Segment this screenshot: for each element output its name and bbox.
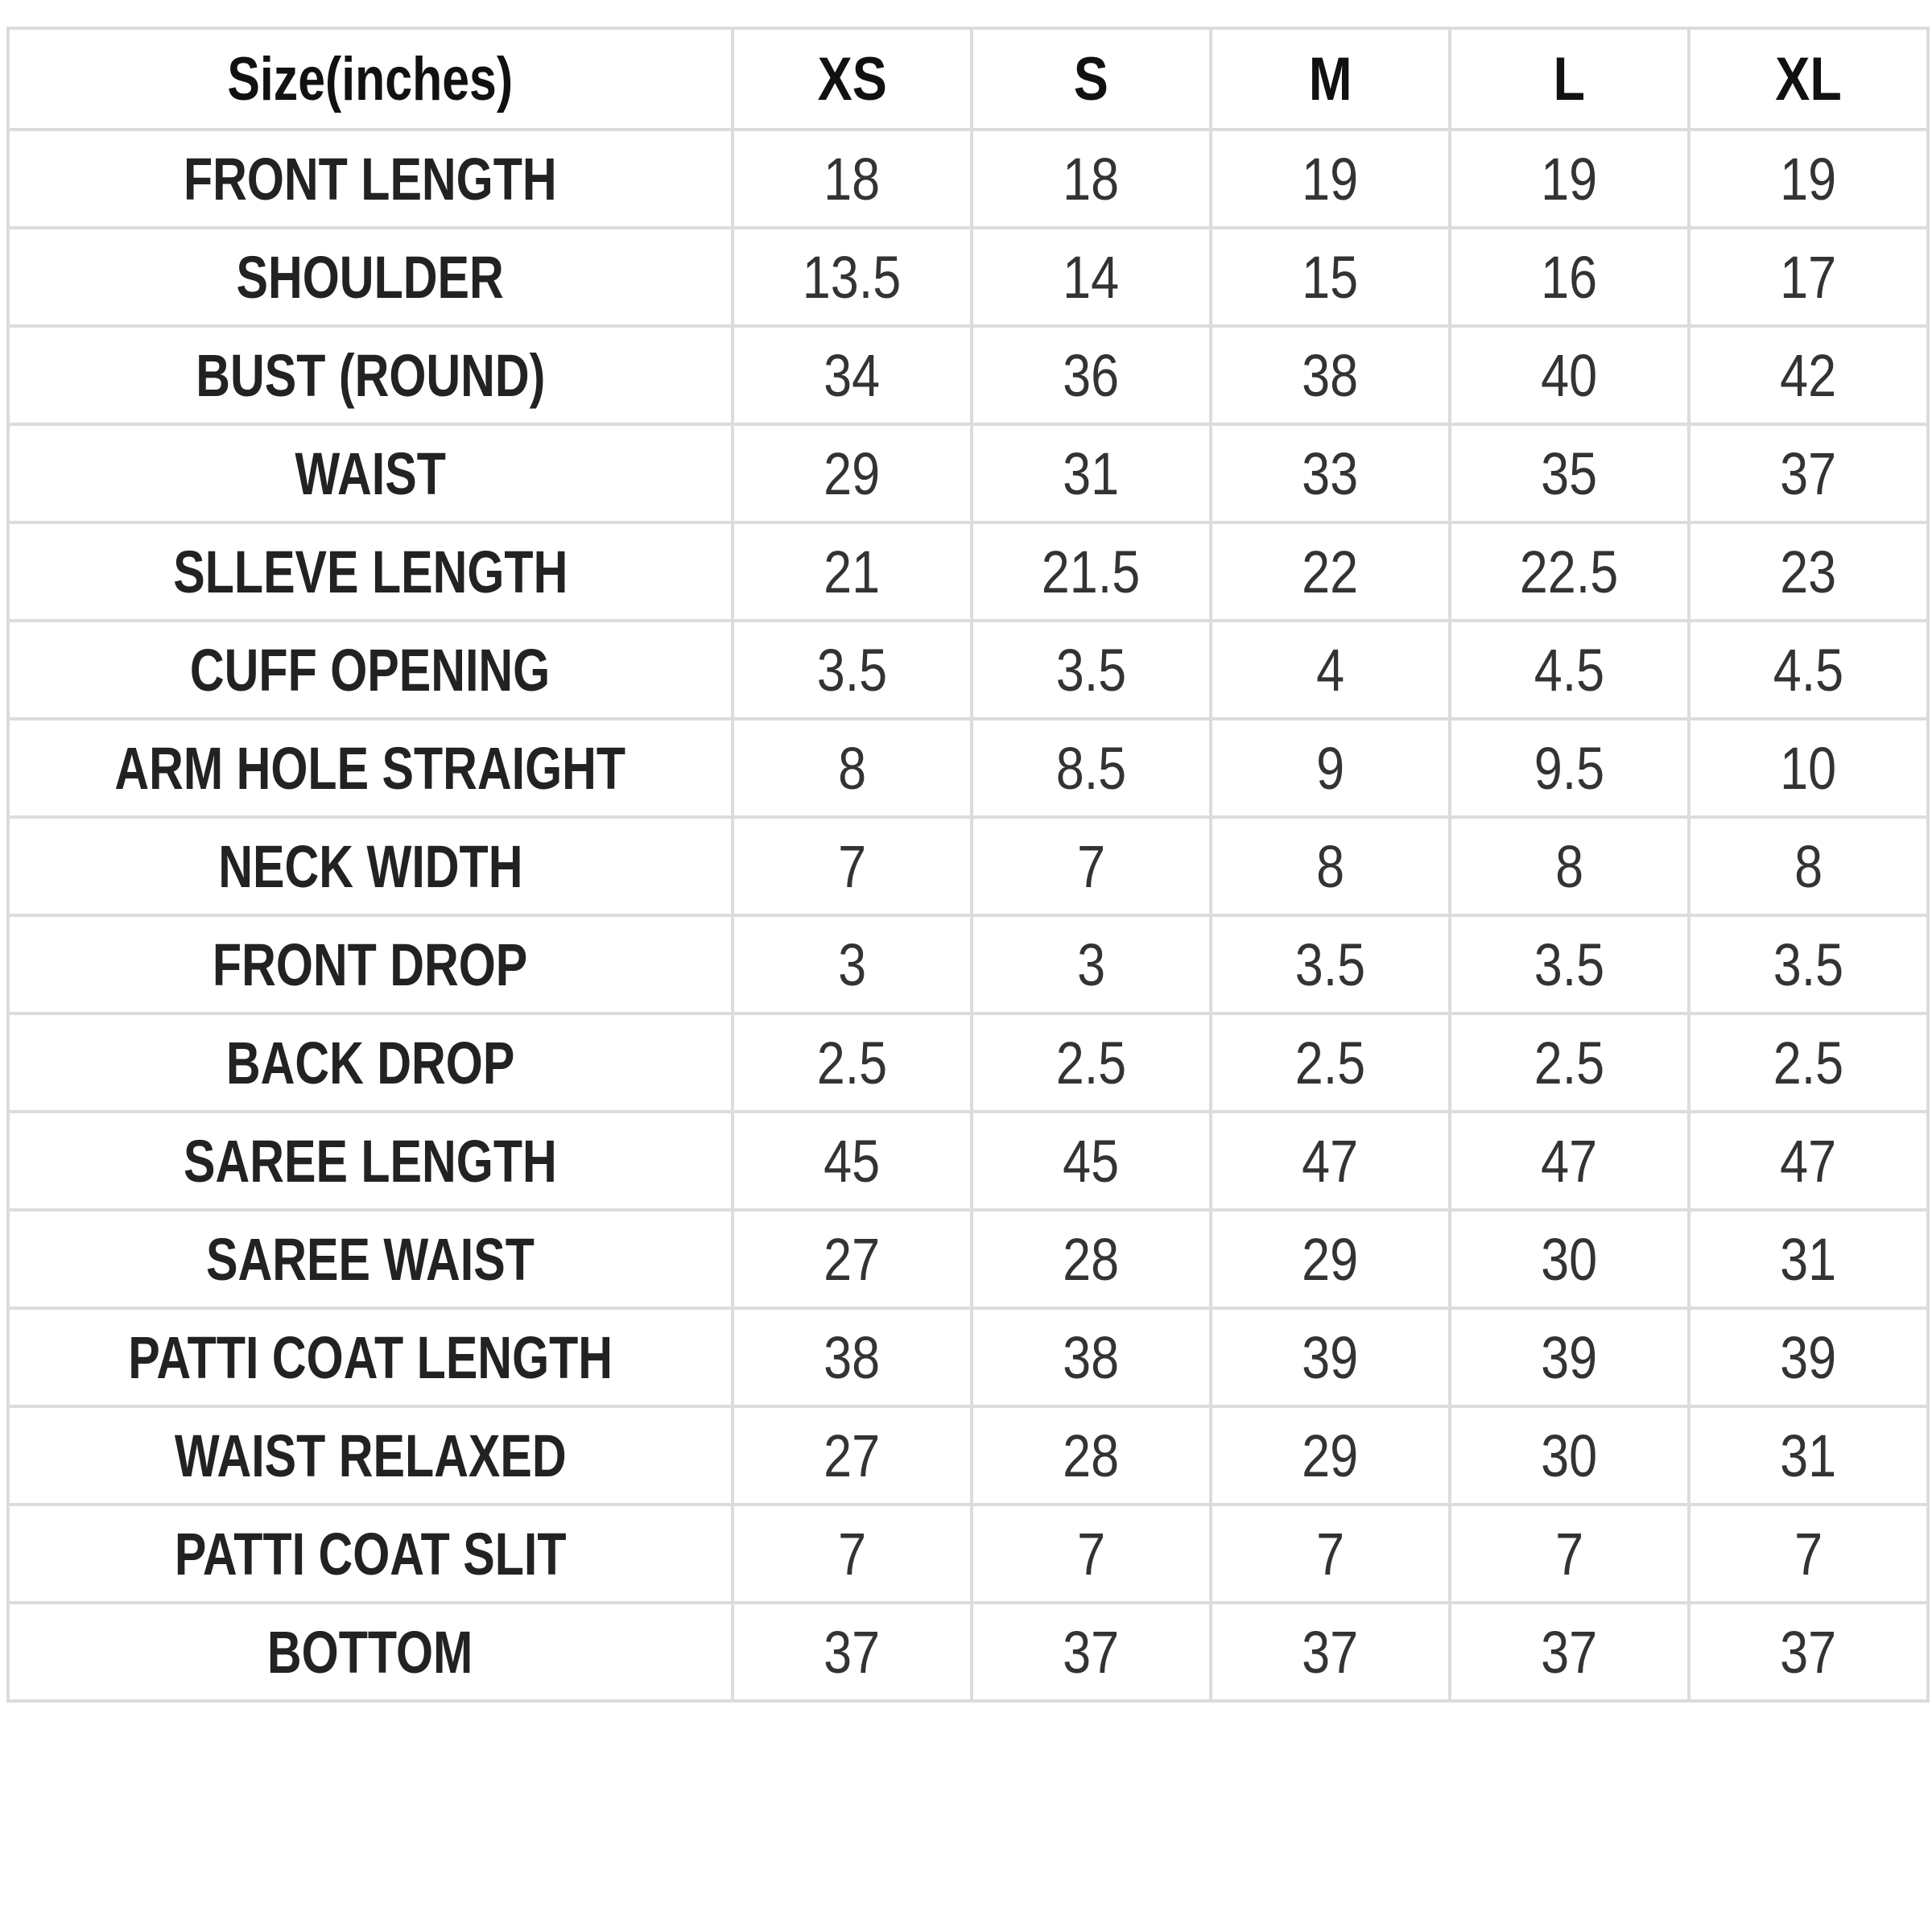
table-row	[8, 1210, 1928, 1308]
value-cell	[972, 1308, 1211, 1406]
value-cell	[1211, 1603, 1450, 1701]
value-cell	[733, 817, 972, 915]
cell-value: 2.5	[1294, 1029, 1366, 1096]
row-label-cell	[8, 1210, 733, 1308]
cell-value: 30	[1541, 1225, 1598, 1293]
row-label-cell	[8, 621, 733, 719]
value-cell	[1211, 326, 1450, 424]
cell-value: 27	[824, 1422, 881, 1489]
table-row	[8, 719, 1928, 817]
cell-value: 37	[1541, 1618, 1598, 1686]
row-label: FRONT DROP	[213, 931, 528, 998]
cell-value: 19	[1541, 145, 1598, 213]
unit-header-label: Size(inches)	[227, 44, 514, 114]
value-cell	[1689, 915, 1928, 1013]
row-label-cell	[8, 228, 733, 326]
cell-value: 3.5	[1534, 931, 1605, 998]
value-cell	[1689, 1112, 1928, 1210]
value-cell	[972, 1505, 1211, 1603]
value-cell	[1450, 1406, 1689, 1505]
row-label-cell	[8, 719, 733, 817]
value-cell	[1689, 424, 1928, 522]
value-cell	[733, 228, 972, 326]
value-cell	[1211, 1210, 1450, 1308]
table-row	[8, 1013, 1928, 1112]
value-cell	[1689, 1210, 1928, 1308]
cell-value: 10	[1780, 734, 1837, 802]
row-label-cell	[8, 424, 733, 522]
value-cell	[1689, 1505, 1928, 1603]
cell-value: 37	[1780, 440, 1837, 507]
value-cell	[972, 522, 1211, 621]
value-cell	[972, 621, 1211, 719]
table-row	[8, 1112, 1928, 1210]
value-cell	[1211, 621, 1450, 719]
value-cell	[1689, 130, 1928, 228]
value-cell	[1450, 326, 1689, 424]
size-chart	[6, 27, 1930, 1703]
value-cell	[733, 1308, 972, 1406]
row-label-cell	[8, 1308, 733, 1406]
value-cell	[1689, 817, 1928, 915]
table-row	[8, 1308, 1928, 1406]
cell-value: 8	[838, 734, 866, 802]
value-cell	[1211, 1112, 1450, 1210]
value-cell	[972, 424, 1211, 522]
cell-value: 40	[1541, 341, 1598, 409]
size-col-header-label: S	[1073, 44, 1109, 114]
cell-value: 2.5	[1534, 1029, 1605, 1096]
row-label: SAREE WAIST	[206, 1225, 535, 1293]
value-cell	[733, 1505, 972, 1603]
row-label-cell	[8, 130, 733, 228]
cell-value: 8	[1316, 832, 1344, 900]
size-col-header-l	[1450, 28, 1689, 130]
value-cell	[1211, 130, 1450, 228]
value-cell	[972, 1603, 1211, 1701]
table-row	[8, 130, 1928, 228]
cell-value: 7	[1555, 1520, 1583, 1587]
size-col-header-label: XL	[1775, 44, 1842, 114]
row-label: PATTI COAT LENGTH	[128, 1323, 613, 1391]
value-cell	[1689, 228, 1928, 326]
table-row	[8, 621, 1928, 719]
cell-value: 15	[1302, 243, 1359, 311]
value-cell	[1450, 1112, 1689, 1210]
value-cell	[1211, 1406, 1450, 1505]
value-cell	[1211, 915, 1450, 1013]
row-label: WAIST	[295, 440, 446, 507]
value-cell	[972, 1406, 1211, 1505]
value-cell	[1211, 228, 1450, 326]
value-cell	[1450, 915, 1689, 1013]
value-cell	[1211, 522, 1450, 621]
row-label: SAREE LENGTH	[184, 1127, 557, 1195]
value-cell	[1211, 1505, 1450, 1603]
cell-value: 22.5	[1520, 538, 1619, 605]
row-label: NECK WIDTH	[217, 832, 523, 900]
value-cell	[733, 915, 972, 1013]
table-row	[8, 424, 1928, 522]
cell-value: 7	[838, 1520, 866, 1587]
cell-value: 7	[1794, 1520, 1823, 1587]
cell-value: 37	[1780, 1618, 1837, 1686]
size-col-header-s	[972, 28, 1211, 130]
table-row	[8, 228, 1928, 326]
row-label: BOTTOM	[267, 1618, 473, 1686]
cell-value: 22	[1302, 538, 1359, 605]
cell-value: 29	[824, 440, 881, 507]
value-cell	[1689, 1406, 1928, 1505]
row-label: ARM HOLE STRAIGHT	[114, 734, 626, 802]
cell-value: 7	[838, 832, 866, 900]
cell-value: 21	[824, 538, 881, 605]
value-cell	[1689, 1308, 1928, 1406]
row-label-cell	[8, 1505, 733, 1603]
cell-value: 31	[1063, 440, 1120, 507]
cell-value: 8	[1555, 832, 1583, 900]
value-cell	[1450, 228, 1689, 326]
cell-value: 47	[1541, 1127, 1598, 1195]
cell-value: 39	[1541, 1323, 1598, 1391]
value-cell	[1450, 522, 1689, 621]
value-cell	[1450, 1013, 1689, 1112]
cell-value: 18	[824, 145, 881, 213]
value-cell	[1450, 1308, 1689, 1406]
cell-value: 19	[1780, 145, 1837, 213]
size-col-header-xl	[1689, 28, 1928, 130]
cell-value: 17	[1780, 243, 1837, 311]
cell-value: 2.5	[1773, 1029, 1844, 1096]
value-cell	[1211, 1308, 1450, 1406]
cell-value: 14	[1063, 243, 1120, 311]
cell-value: 18	[1063, 145, 1120, 213]
cell-value: 4.5	[1534, 636, 1605, 704]
cell-value: 47	[1780, 1127, 1837, 1195]
value-cell	[733, 621, 972, 719]
value-cell	[1689, 719, 1928, 817]
value-cell	[1211, 424, 1450, 522]
value-cell	[1450, 424, 1689, 522]
cell-value: 3.5	[1055, 636, 1127, 704]
size-col-header-xs	[733, 28, 972, 130]
size-col-header-label: M	[1308, 44, 1352, 114]
value-cell	[972, 817, 1211, 915]
value-cell	[733, 424, 972, 522]
cell-value: 3.5	[1294, 931, 1366, 998]
value-cell	[1450, 1505, 1689, 1603]
value-cell	[1450, 621, 1689, 719]
row-label-cell	[8, 1406, 733, 1505]
cell-value: 42	[1780, 341, 1837, 409]
cell-value: 3	[838, 931, 866, 998]
row-label-cell	[8, 915, 733, 1013]
size-col-header-label: L	[1553, 44, 1586, 114]
cell-value: 34	[824, 341, 881, 409]
header-row	[8, 28, 1928, 130]
row-label-cell	[8, 326, 733, 424]
cell-value: 38	[1063, 1323, 1120, 1391]
cell-value: 35	[1541, 440, 1598, 507]
row-label-cell	[8, 1603, 733, 1701]
cell-value: 28	[1063, 1225, 1120, 1293]
cell-value: 3	[1077, 931, 1105, 998]
value-cell	[1450, 719, 1689, 817]
size-col-header-label: XS	[817, 44, 887, 114]
value-cell	[1211, 719, 1450, 817]
cell-value: 7	[1077, 832, 1105, 900]
value-cell	[733, 1210, 972, 1308]
value-cell	[972, 326, 1211, 424]
value-cell	[1689, 621, 1928, 719]
cell-value: 7	[1316, 1520, 1344, 1587]
cell-value: 21.5	[1042, 538, 1141, 605]
row-label-cell	[8, 1013, 733, 1112]
value-cell	[733, 326, 972, 424]
row-label: BUST (ROUND)	[195, 341, 546, 409]
value-cell	[733, 1603, 972, 1701]
cell-value: 28	[1063, 1422, 1120, 1489]
value-cell	[1689, 522, 1928, 621]
cell-value: 23	[1780, 538, 1837, 605]
unit-header-cell	[8, 28, 733, 130]
value-cell	[1450, 817, 1689, 915]
cell-value: 36	[1063, 341, 1120, 409]
row-label: CUFF OPENING	[190, 636, 551, 704]
table-header	[8, 28, 1928, 130]
cell-value: 2.5	[1055, 1029, 1127, 1096]
value-cell	[972, 1013, 1211, 1112]
row-label: BACK DROP	[225, 1029, 515, 1096]
cell-value: 29	[1302, 1225, 1359, 1293]
cell-value: 8	[1794, 832, 1823, 900]
value-cell	[1689, 1603, 1928, 1701]
cell-value: 3.5	[816, 636, 888, 704]
size-col-header-m	[1211, 28, 1450, 130]
cell-value: 31	[1780, 1225, 1837, 1293]
table-body	[8, 130, 1928, 1701]
cell-value: 16	[1541, 243, 1598, 311]
cell-value: 4	[1316, 636, 1344, 704]
cell-value: 29	[1302, 1422, 1359, 1489]
table-row	[8, 1505, 1928, 1603]
table-row	[8, 522, 1928, 621]
value-cell	[972, 228, 1211, 326]
value-cell	[972, 1112, 1211, 1210]
value-cell	[733, 1406, 972, 1505]
table-row	[8, 326, 1928, 424]
row-label: PATTI COAT SLIT	[174, 1520, 567, 1587]
row-label-cell	[8, 1112, 733, 1210]
value-cell	[1689, 1013, 1928, 1112]
cell-value: 38	[824, 1323, 881, 1391]
row-label: SLLEVE LENGTH	[172, 538, 568, 605]
cell-value: 4.5	[1773, 636, 1844, 704]
cell-value: 45	[824, 1127, 881, 1195]
cell-value: 9.5	[1534, 734, 1605, 802]
value-cell	[733, 719, 972, 817]
row-label: WAIST RELAXED	[174, 1422, 567, 1489]
cell-value: 31	[1780, 1422, 1837, 1489]
cell-value: 45	[1063, 1127, 1120, 1195]
cell-value: 38	[1302, 341, 1359, 409]
table-row	[8, 915, 1928, 1013]
cell-value: 30	[1541, 1422, 1598, 1489]
cell-value: 39	[1302, 1323, 1359, 1391]
value-cell	[1211, 817, 1450, 915]
cell-value: 8.5	[1055, 734, 1127, 802]
cell-value: 13.5	[803, 243, 902, 311]
table-row	[8, 1406, 1928, 1505]
cell-value: 39	[1780, 1323, 1837, 1391]
table-row	[8, 817, 1928, 915]
cell-value: 2.5	[816, 1029, 888, 1096]
value-cell	[972, 719, 1211, 817]
row-label: SHOULDER	[236, 243, 505, 311]
cell-value: 47	[1302, 1127, 1359, 1195]
row-label: FRONT LENGTH	[184, 145, 557, 213]
cell-value: 3.5	[1773, 931, 1844, 998]
cell-value: 37	[1302, 1618, 1359, 1686]
value-cell	[733, 522, 972, 621]
cell-value: 19	[1302, 145, 1359, 213]
value-cell	[1450, 1210, 1689, 1308]
value-cell	[733, 130, 972, 228]
cell-value: 33	[1302, 440, 1359, 507]
row-label-cell	[8, 817, 733, 915]
cell-value: 37	[1063, 1618, 1120, 1686]
value-cell	[1450, 1603, 1689, 1701]
value-cell	[1689, 326, 1928, 424]
value-cell	[972, 130, 1211, 228]
value-cell	[733, 1112, 972, 1210]
table-row	[8, 1603, 1928, 1701]
size-chart-table	[6, 27, 1930, 1703]
cell-value: 27	[824, 1225, 881, 1293]
cell-value: 9	[1316, 734, 1344, 802]
cell-value: 37	[824, 1618, 881, 1686]
row-label-cell	[8, 522, 733, 621]
value-cell	[972, 915, 1211, 1013]
value-cell	[1211, 1013, 1450, 1112]
value-cell	[972, 1210, 1211, 1308]
value-cell	[733, 1013, 972, 1112]
cell-value: 7	[1077, 1520, 1105, 1587]
value-cell	[1450, 130, 1689, 228]
